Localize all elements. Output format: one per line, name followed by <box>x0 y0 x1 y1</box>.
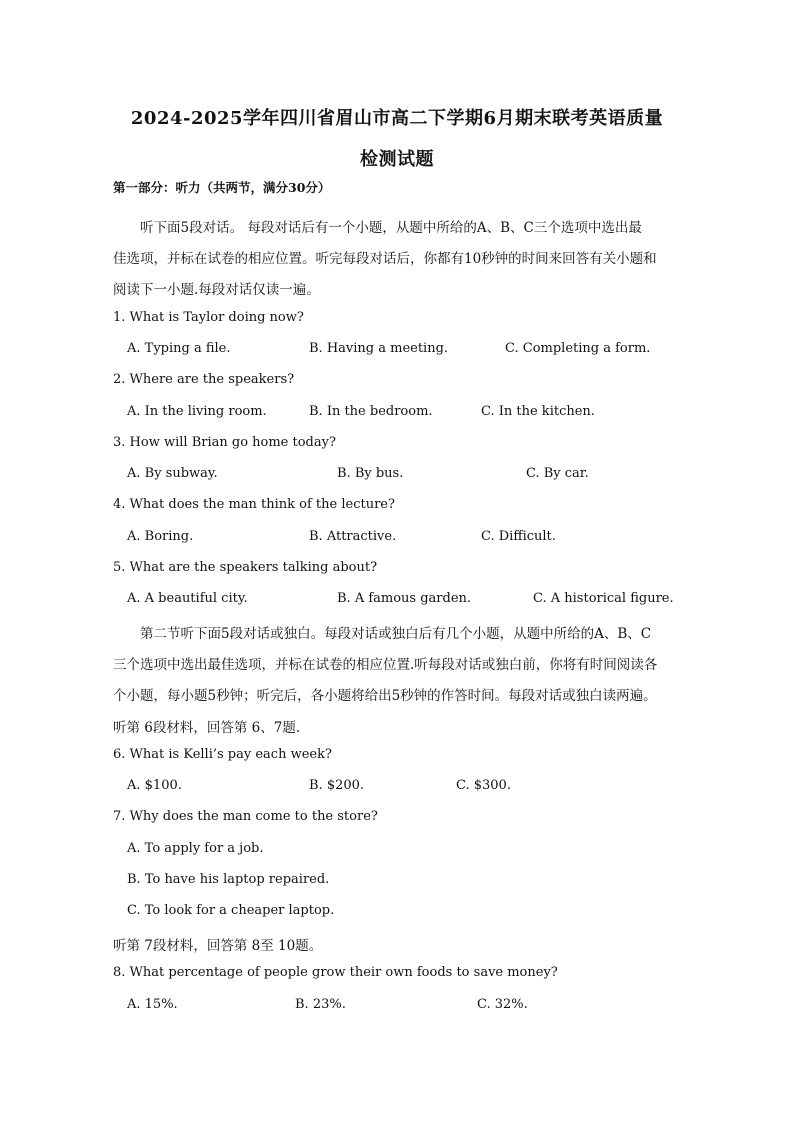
question-4-option-a: A. Boring. <box>127 529 194 544</box>
section1-intro-line3: 阅读下一小题.每段对话仅读一遍。 <box>113 282 320 298</box>
section1-intro-line2: 佳选项，并标在试卷的相应位置。听完每段对话后，你都有10秒钟的时间来回答有关小题和 <box>113 251 657 267</box>
question-2-option-a: A. In the living room. <box>127 404 267 419</box>
question-6-option-b: B. $200. <box>309 778 365 793</box>
part1-heading: 第一部分：听力（共两节，满分30分） <box>113 180 331 195</box>
question-4-stem: 4. What does the man think of the lecture? <box>113 497 395 512</box>
question-5-stem: 5. What are the speakers talking about? <box>113 560 378 575</box>
question-4-option-c: C. Difficult. <box>481 529 556 544</box>
question-7-option-c: C. To look for a cheaper laptop. <box>127 903 335 918</box>
question-2-option-c: C. In the kitchen. <box>481 404 595 419</box>
section2-intro-line1: 第二节听下面5段对话或独白。每段对话或独白后有几个小题，从题中所给的A、B、C <box>140 626 652 642</box>
question-1-option-a: A. Typing a file. <box>127 341 231 356</box>
question-5-option-b: B. A famous garden. <box>337 591 472 606</box>
document-title-line1: 2024-2025学年四川省眉山市高二下学期6月期末联考英语质量 <box>130 108 664 129</box>
question-1-option-c: C. Completing a form. <box>505 341 651 356</box>
question-1-stem: 1. What is Taylor doing now? <box>113 310 304 325</box>
question-7-option-a: A. To apply for a job. <box>127 841 264 856</box>
question-8-option-a: A. 15%. <box>127 997 178 1012</box>
question-6-option-a: A. $100. <box>127 778 182 793</box>
question-3-option-c: C. By car. <box>526 466 589 481</box>
section2-material-7: 听第 7段材料，回答第 8至 10题。 <box>113 938 323 954</box>
question-8-option-b: B. 23%. <box>295 997 346 1012</box>
question-7-option-b: B. To have his laptop repaired. <box>127 872 330 887</box>
question-7-stem: 7. Why does the man come to the store? <box>113 809 378 824</box>
section2-material-6: 听第 6段材料，回答第 6、7题. <box>113 720 301 736</box>
question-2-stem: 2. Where are the speakers? <box>113 372 295 387</box>
question-1-option-b: B. Having a meeting. <box>309 341 449 356</box>
question-5-option-c: C. A historical figure. <box>533 591 674 606</box>
question-3-stem: 3. How will Brian go home today? <box>113 435 336 450</box>
section2-intro-line3: 个小题，每小题5秒钟；听完后，各小题将给出5秒钟的作答时间。每段对话或独白读两遍。 <box>113 688 657 704</box>
question-4-option-b: B. Attractive. <box>309 529 397 544</box>
question-6-stem: 6. What is Kelli’s pay each week? <box>113 747 332 762</box>
document-title-line2: 检测试题 <box>360 149 434 170</box>
question-3-option-b: B. By bus. <box>337 466 404 481</box>
section1-intro-line1: 听下面5段对话。 每段对话后有一个小题，从题中所给的A、B、C三个选项中选出最 <box>140 220 642 236</box>
question-3-option-a: A. By subway. <box>127 466 218 481</box>
question-8-option-c: C. 32%. <box>477 997 528 1012</box>
question-2-option-b: B. In the bedroom. <box>309 404 433 419</box>
question-5-option-a: A. A beautiful city. <box>127 591 248 606</box>
question-8-stem: 8. What percentage of people grow their own foods to save money? <box>113 965 558 980</box>
question-6-option-c: C. $300. <box>456 778 511 793</box>
section2-intro-line2: 三个选项中选出最佳选项，并标在试卷的相应位置.听每段对话或独白前，你将有时间阅读各 <box>113 657 658 673</box>
